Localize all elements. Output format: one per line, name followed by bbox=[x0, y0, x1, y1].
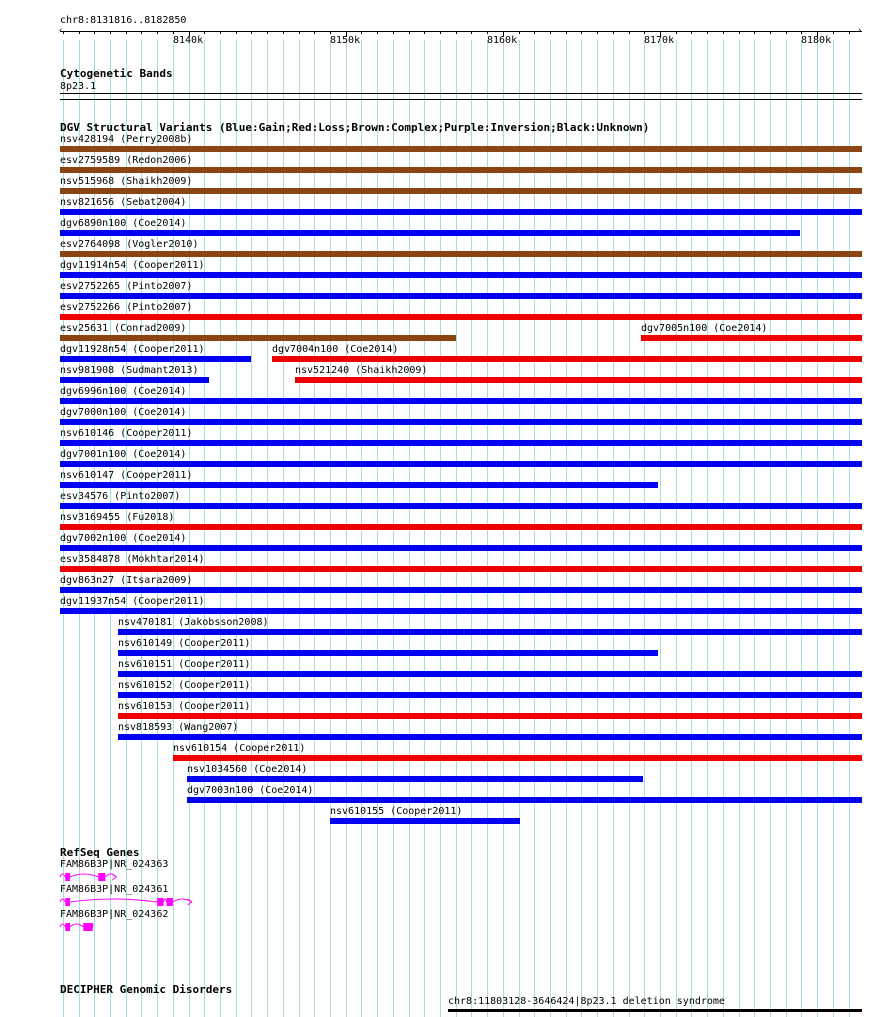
dgv-variant-label[interactable]: nsv610152 (Cooper2011) bbox=[118, 680, 251, 691]
cytoband-line-top bbox=[60, 93, 862, 94]
dgv-variant-bar[interactable] bbox=[60, 482, 658, 488]
ruler-minor-tick bbox=[157, 31, 158, 34]
ruler-minor-tick bbox=[267, 31, 268, 34]
dgv-variant-label[interactable]: dgv11937n54 (Cooper2011) bbox=[60, 596, 205, 607]
dgv-variant-label[interactable]: esv2759589 (Redon2006) bbox=[60, 155, 193, 166]
dgv-variant-label[interactable]: dgv7005n100 (Coe2014) bbox=[641, 323, 768, 334]
exon-block bbox=[83, 923, 92, 931]
ruler-tick-label: 8150k bbox=[330, 35, 361, 46]
ruler-tick-label: 8170k bbox=[644, 35, 675, 46]
dgv-variant-label[interactable]: esv2752266 (Pinto2007) bbox=[60, 302, 193, 313]
cytoband-label: 8p23.1 bbox=[60, 81, 97, 92]
dgv-variant-bar[interactable] bbox=[60, 587, 862, 593]
ruler-left-arrow: ‹ bbox=[58, 26, 64, 36]
ruler-minor-tick bbox=[251, 31, 252, 34]
ruler-minor-tick bbox=[377, 31, 378, 34]
ruler-minor-tick bbox=[770, 31, 771, 34]
exon-block bbox=[167, 898, 173, 906]
ruler-minor-tick bbox=[566, 31, 567, 34]
dgv-variant-label[interactable]: nsv610151 (Cooper2011) bbox=[118, 659, 251, 670]
ruler-minor-tick bbox=[487, 31, 488, 34]
decipher-feature-label[interactable]: chr8:11803128-3646424|8p23.1 deletion syndrome bbox=[448, 996, 725, 1007]
dgv-variant-label[interactable]: nsv428194 (Perry2008b) bbox=[60, 134, 193, 145]
dgv-variant-bar[interactable] bbox=[60, 251, 862, 257]
dgv-variant-label[interactable]: nsv521240 (Shaikh2009) bbox=[295, 365, 428, 376]
dgv-variant-label[interactable]: nsv3169455 (Fu2018) bbox=[60, 512, 175, 523]
dgv-variant-label[interactable]: esv2764098 (Vogler2010) bbox=[60, 239, 199, 250]
dgv-variant-bar[interactable] bbox=[60, 209, 862, 215]
dgv-variant-bar[interactable] bbox=[60, 167, 862, 173]
dgv-variant-bar[interactable] bbox=[60, 419, 862, 425]
dgv-variant-bar[interactable] bbox=[60, 461, 862, 467]
dgv-variant-bar[interactable] bbox=[60, 335, 456, 341]
dgv-variant-label[interactable]: dgv7000n100 (Coe2014) bbox=[60, 407, 187, 418]
dgv-variant-label[interactable]: nsv821656 (Sebat2004) bbox=[60, 197, 187, 208]
dgv-variant-bar[interactable] bbox=[60, 503, 862, 509]
dgv-variant-bar[interactable] bbox=[187, 797, 862, 803]
ruler-minor-tick bbox=[173, 31, 174, 34]
refseq-gene-label[interactable]: FAM86B3P|NR_024361 bbox=[60, 884, 169, 895]
ruler-tick-label: 8160k bbox=[487, 35, 518, 46]
ruler-tick-label: 8140k bbox=[173, 35, 204, 46]
intron-line bbox=[70, 899, 157, 902]
refseq-gene-model[interactable] bbox=[0, 920, 890, 940]
ruler-minor-tick bbox=[330, 31, 331, 34]
dgv-variant-bar[interactable] bbox=[60, 230, 800, 236]
ruler-minor-tick bbox=[676, 31, 677, 34]
ruler-minor-tick bbox=[110, 31, 111, 34]
decipher-feature-bar[interactable] bbox=[448, 1009, 862, 1012]
dgv-variant-bar[interactable] bbox=[173, 755, 862, 761]
dgv-variant-bar[interactable] bbox=[118, 671, 862, 677]
ruler-minor-tick bbox=[361, 31, 362, 34]
refseq-track-title[interactable]: RefSeq Genes bbox=[60, 846, 140, 859]
dgv-variant-label[interactable]: dgv11928n54 (Cooper2011) bbox=[60, 344, 205, 355]
dgv-variant-bar[interactable] bbox=[60, 545, 862, 551]
ruler-minor-tick bbox=[629, 31, 630, 34]
ruler-axis bbox=[60, 31, 862, 32]
dgv-variant-bar[interactable] bbox=[118, 734, 862, 740]
dgv-variant-label[interactable]: dgv11914n54 (Cooper2011) bbox=[60, 260, 205, 271]
dgv-variant-bar[interactable] bbox=[60, 566, 862, 572]
dgv-variant-bar[interactable] bbox=[295, 377, 862, 383]
exon-block bbox=[157, 898, 163, 906]
ruler-minor-tick bbox=[440, 31, 441, 34]
ruler-minor-tick bbox=[299, 31, 300, 34]
dgv-variant-bar[interactable] bbox=[60, 524, 862, 530]
dgv-variant-label[interactable]: nsv470181 (Jakobsson2008) bbox=[118, 617, 269, 628]
dgv-variant-bar[interactable] bbox=[60, 146, 862, 152]
dgv-variant-label[interactable]: esv3584878 (Mokhtar2014) bbox=[60, 554, 205, 565]
ruler-minor-tick bbox=[739, 31, 740, 34]
dgv-variant-bar[interactable] bbox=[60, 188, 862, 194]
ruler-minor-tick bbox=[424, 31, 425, 34]
region-label: chr8:8131816..8182850 bbox=[60, 15, 187, 26]
exon-block bbox=[65, 898, 70, 906]
dgv-variant-label[interactable]: nsv610149 (Cooper2011) bbox=[118, 638, 251, 649]
ruler-minor-tick bbox=[833, 31, 834, 34]
intron-line bbox=[60, 874, 65, 877]
dgv-variant-bar[interactable] bbox=[60, 398, 862, 404]
ruler-minor-tick bbox=[471, 31, 472, 34]
ruler-minor-tick bbox=[456, 31, 457, 34]
dgv-variant-label[interactable]: nsv818593 (Wang2007) bbox=[118, 722, 239, 733]
ruler-minor-tick bbox=[519, 31, 520, 34]
dgv-variant-label[interactable]: dgv6996n100 (Coe2014) bbox=[60, 386, 187, 397]
dgv-variant-label[interactable]: nsv610147 (Cooper2011) bbox=[60, 470, 193, 481]
dgv-variant-label[interactable]: nsv981908 (Sudmant2013) bbox=[60, 365, 199, 376]
exon-block bbox=[65, 873, 70, 881]
dgv-variant-bar[interactable] bbox=[60, 440, 862, 446]
dgv-variant-label[interactable]: dgv7003n100 (Coe2014) bbox=[187, 785, 314, 796]
dgv-variant-label[interactable]: dgv7002n100 (Coe2014) bbox=[60, 533, 187, 544]
ruler-minor-tick bbox=[204, 31, 205, 34]
ruler-minor-tick bbox=[691, 31, 692, 34]
ruler-minor-tick bbox=[849, 31, 850, 34]
ruler-right-arrow: › bbox=[857, 26, 863, 36]
ruler-minor-tick bbox=[79, 31, 80, 34]
ruler-minor-tick bbox=[707, 31, 708, 34]
ruler-minor-tick bbox=[314, 31, 315, 34]
strand-arrow-icon bbox=[188, 899, 192, 905]
ruler-minor-tick bbox=[63, 31, 64, 34]
ruler-minor-tick bbox=[283, 31, 284, 34]
ruler-minor-tick bbox=[597, 31, 598, 34]
ruler-minor-tick bbox=[801, 31, 802, 34]
dgv-track-title[interactable]: DGV Structural Variants (Blue:Gain;Red:Loss;Brown:Complex;Purple:Inversion;Black:Unknown) bbox=[60, 121, 650, 134]
dgv-variant-label[interactable]: nsv1034560 (Coe2014) bbox=[187, 764, 308, 775]
strand-arrow-icon bbox=[112, 874, 116, 880]
dgv-variant-bar[interactable] bbox=[60, 272, 862, 278]
ruler-minor-tick bbox=[786, 31, 787, 34]
ruler-minor-tick bbox=[754, 31, 755, 34]
ruler-minor-tick bbox=[644, 31, 645, 34]
dgv-variant-bar[interactable] bbox=[118, 629, 862, 635]
ruler-minor-tick bbox=[581, 31, 582, 34]
dgv-variant-bar[interactable] bbox=[60, 293, 862, 299]
dgv-variant-bar[interactable] bbox=[641, 335, 862, 341]
dgv-variant-label[interactable]: dgv7001n100 (Coe2014) bbox=[60, 449, 187, 460]
intron-line bbox=[163, 899, 166, 902]
dgv-variant-bar[interactable] bbox=[60, 608, 862, 614]
ruler-minor-tick bbox=[534, 31, 535, 34]
cytoband-track-title[interactable]: Cytogenetic Bands bbox=[60, 67, 173, 80]
dgv-variant-label[interactable]: nsv515968 (Shaikh2009) bbox=[60, 176, 193, 187]
dgv-variant-label[interactable]: nsv610155 (Cooper2011) bbox=[330, 806, 463, 817]
dgv-variant-label[interactable]: dgv6890n100 (Coe2014) bbox=[60, 218, 187, 229]
ruler-minor-tick bbox=[126, 31, 127, 34]
refseq-gene-label[interactable]: FAM86B3P|NR_024362 bbox=[60, 909, 169, 920]
dgv-variant-bar[interactable] bbox=[272, 356, 862, 362]
refseq-gene-label[interactable]: FAM86B3P|NR_024363 bbox=[60, 859, 169, 870]
decipher-track-title[interactable]: DECIPHER Genomic Disorders bbox=[60, 983, 233, 996]
dgv-variant-label[interactable]: esv25631 (Conrad2009) bbox=[60, 323, 187, 334]
ruler-minor-tick bbox=[220, 31, 221, 34]
dgv-variant-label[interactable]: nsv610146 (Cooper2011) bbox=[60, 428, 193, 439]
ruler-minor-tick bbox=[236, 31, 237, 34]
ruler-minor-tick bbox=[723, 31, 724, 34]
intron-line bbox=[70, 924, 83, 927]
dgv-variant-bar[interactable] bbox=[60, 356, 251, 362]
intron-line bbox=[70, 874, 98, 877]
ruler-minor-tick bbox=[393, 31, 394, 34]
dgv-variant-bar[interactable] bbox=[118, 692, 862, 698]
exon-block bbox=[98, 873, 105, 881]
ruler-tick-label: 8180k bbox=[801, 35, 832, 46]
dgv-variant-label[interactable]: dgv7004n100 (Coe2014) bbox=[272, 344, 399, 355]
intron-line bbox=[60, 899, 65, 902]
dgv-variant-bar[interactable] bbox=[118, 650, 658, 656]
dgv-variant-bar[interactable] bbox=[60, 314, 862, 320]
dgv-variant-label[interactable]: esv34576 (Pinto2007) bbox=[60, 491, 181, 502]
cytoband-line-bottom bbox=[60, 99, 862, 100]
dgv-variant-label[interactable]: dgv863n27 (Itsara2009) bbox=[60, 575, 193, 586]
exon-block bbox=[65, 923, 70, 931]
intron-line bbox=[60, 924, 65, 927]
ruler-minor-tick bbox=[409, 31, 410, 34]
ruler-minor-tick bbox=[94, 31, 95, 34]
dgv-variant-label[interactable]: nsv610154 (Cooper2011) bbox=[173, 743, 306, 754]
dgv-variant-bar[interactable] bbox=[330, 818, 520, 824]
ruler-minor-tick bbox=[141, 31, 142, 34]
dgv-variant-bar[interactable] bbox=[60, 377, 209, 383]
dgv-variant-label[interactable]: nsv610153 (Cooper2011) bbox=[118, 701, 251, 712]
ruler-minor-tick bbox=[550, 31, 551, 34]
dgv-variant-bar[interactable] bbox=[187, 776, 643, 782]
ruler-minor-tick bbox=[613, 31, 614, 34]
dgv-variant-label[interactable]: esv2752265 (Pinto2007) bbox=[60, 281, 193, 292]
dgv-variant-bar[interactable] bbox=[118, 713, 862, 719]
